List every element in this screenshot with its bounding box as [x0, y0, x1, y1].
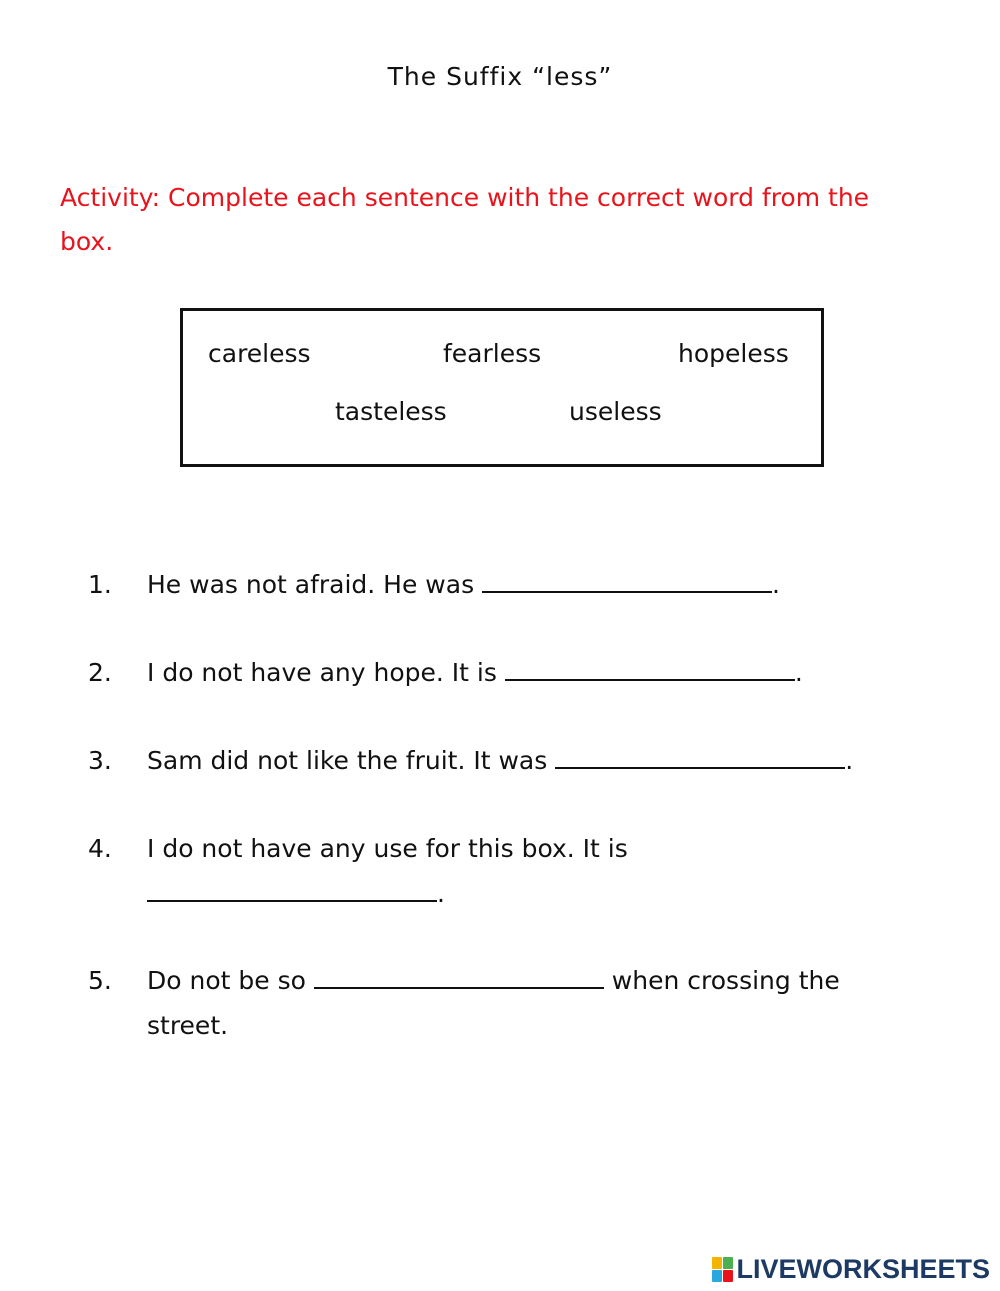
- question-text-before: I do not have any hope. It is: [147, 658, 505, 687]
- question-text-before: I do not have any use for this box. It is: [147, 834, 628, 863]
- question-text-after: when crossing the street.: [147, 966, 840, 1040]
- question-number: 2.: [88, 658, 112, 687]
- question-text: [147, 826, 948, 916]
- liveworksheets-brand[interactable]: [712, 1254, 990, 1285]
- question-number: 4.: [88, 834, 112, 863]
- question-4: [88, 826, 948, 916]
- question-1: [88, 562, 948, 607]
- liveworksheets-logo-icon: [712, 1257, 733, 1282]
- word-bank-item: fearless: [443, 339, 542, 368]
- question-number: 3.: [88, 746, 112, 775]
- answer-blank-4[interactable]: [147, 874, 437, 902]
- page-title: The Suffix “less”: [387, 62, 613, 91]
- logo-square: [712, 1270, 722, 1282]
- answer-blank-2[interactable]: [505, 653, 795, 681]
- logo-square: [712, 1257, 722, 1269]
- answer-blank-3[interactable]: [555, 741, 845, 769]
- answer-blank-5[interactable]: [314, 961, 604, 989]
- question-5: [88, 958, 948, 1048]
- question-text-after: .: [845, 746, 854, 775]
- brand-text: LIVEWORKSHEETS: [736, 1254, 990, 1284]
- word-bank-item: tasteless: [335, 397, 447, 426]
- question-number: 5.: [88, 966, 112, 995]
- answer-blank-1[interactable]: [482, 565, 772, 593]
- question-text: [147, 562, 948, 607]
- question-number: 1.: [88, 570, 112, 599]
- word-bank-item: careless: [208, 339, 311, 368]
- question-text-after: .: [772, 570, 780, 599]
- activity-instructions: Activity: Complete each sentence with the correct word from the box.: [60, 183, 870, 256]
- question-2: [88, 650, 948, 695]
- question-text-after: .: [794, 658, 803, 687]
- question-text-before: Sam did not like the fruit. It was: [147, 746, 556, 775]
- word-bank-item: useless: [569, 397, 662, 426]
- word-bank-box: [180, 308, 824, 467]
- word-bank-item: hopeless: [678, 339, 789, 368]
- question-text: [147, 958, 907, 1048]
- question-text: [147, 650, 948, 695]
- question-3: [88, 738, 948, 783]
- logo-square: [723, 1257, 733, 1269]
- question-text-after: .: [437, 879, 445, 908]
- question-text: [147, 738, 948, 783]
- logo-square: [723, 1270, 733, 1282]
- question-text-before: Do not be so: [147, 966, 314, 995]
- question-text-before: He was not afraid. He was: [147, 570, 483, 599]
